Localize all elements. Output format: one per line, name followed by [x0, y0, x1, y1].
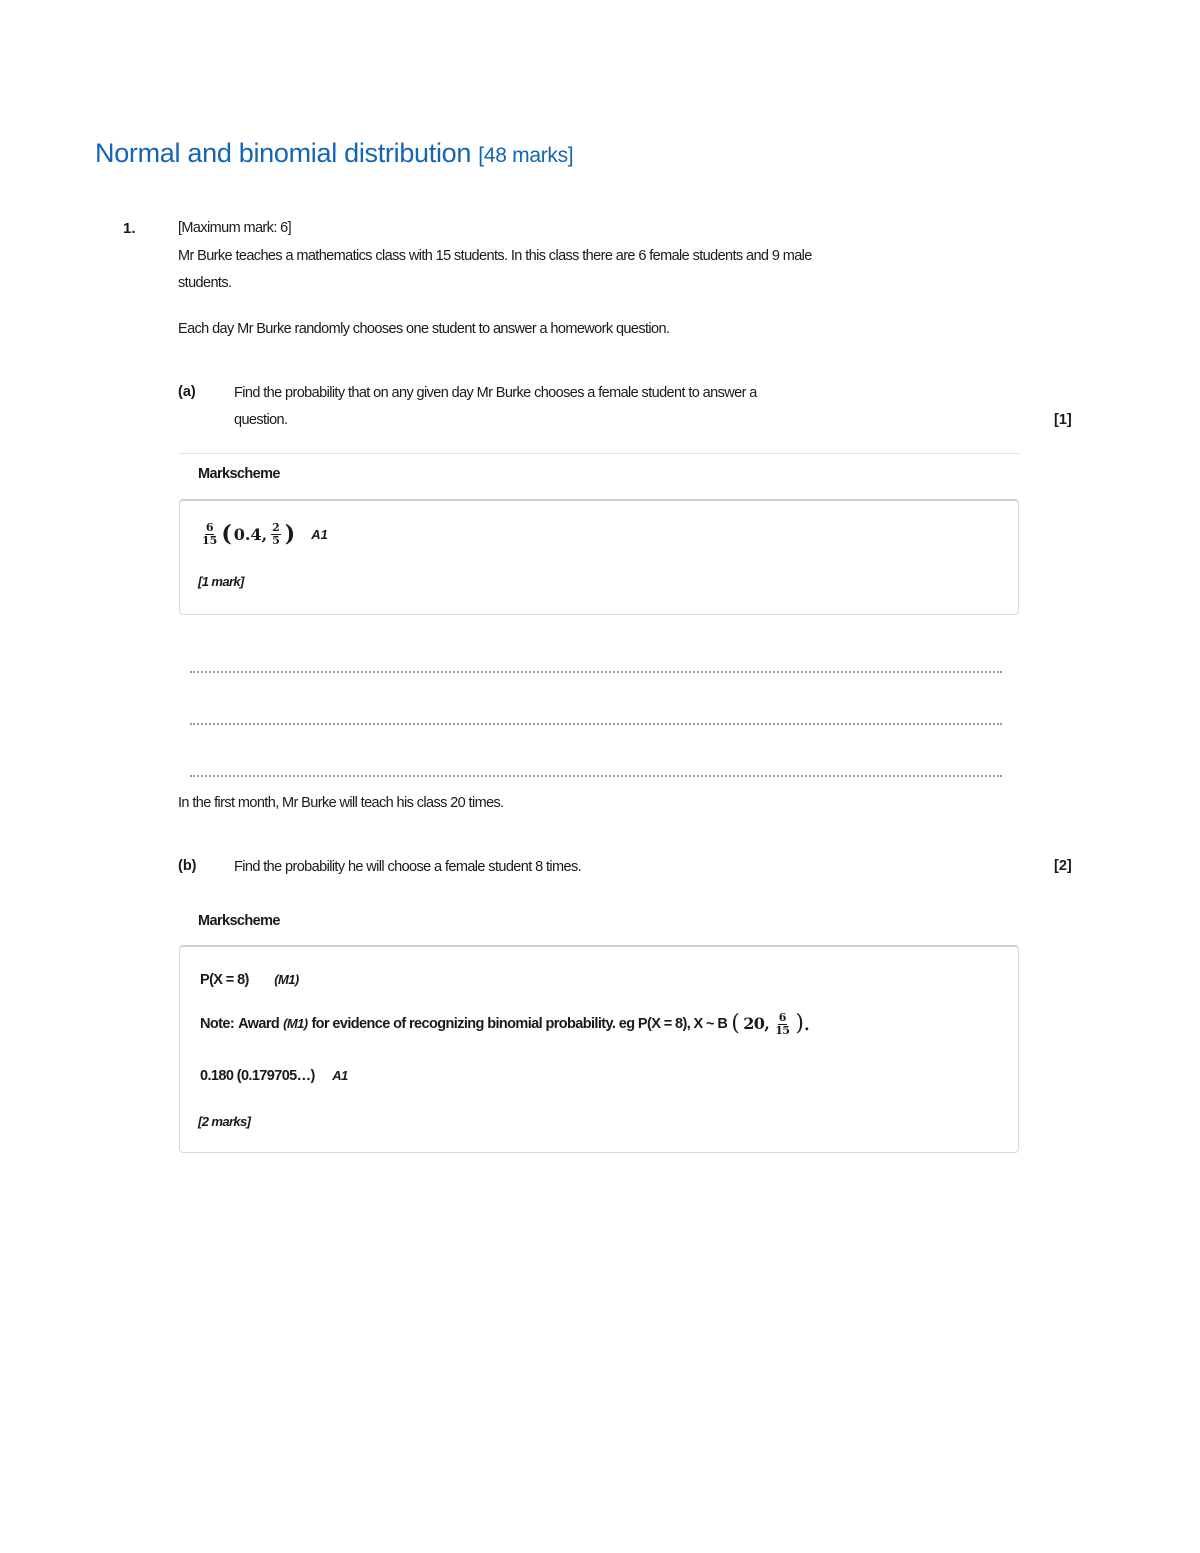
markscheme-box-a: [179, 499, 1019, 615]
markscheme-b-answer: [200, 1063, 348, 1089]
paren-open: (: [731, 1011, 740, 1036]
note-value: 20,: [743, 1014, 770, 1033]
mark-note-a: [1 mark]: [198, 574, 244, 589]
fraction: $\frac{2}{5}$: [272, 520, 280, 547]
award-mark: (M1): [283, 1016, 308, 1031]
question-intro2: Each day Mr Burke randomly chooses one student to answer a homework question.: [178, 321, 670, 337]
paren-close: ).: [795, 1011, 810, 1036]
divider: [179, 453, 1019, 454]
paren-open: (: [221, 521, 232, 547]
title-text: Normal and binomial distribution: [95, 138, 472, 168]
part-a-marks: [1]: [1054, 412, 1072, 428]
answer-line[interactable]: [190, 775, 1002, 777]
note-text: Award: [238, 1016, 280, 1032]
markscheme-b-note: [200, 1011, 810, 1037]
question-number: 1.: [123, 220, 136, 237]
fraction: $\frac{6}{15}$: [202, 520, 218, 547]
part-a-text-line2: question.: [234, 412, 288, 428]
answer-line[interactable]: [190, 723, 1002, 725]
part-a-label: (a): [178, 384, 196, 400]
markscheme-heading-b: Markscheme: [198, 913, 280, 929]
answer-a: [200, 521, 328, 547]
answer-line[interactable]: [190, 671, 1002, 673]
markscheme-box-b: [179, 945, 1019, 1153]
fraction: $\frac{6}{15}$: [775, 1010, 790, 1037]
markscheme-b-line1: [200, 967, 299, 993]
award-mark: (M1): [274, 972, 299, 987]
title-total-marks: [48 marks]: [478, 144, 574, 167]
page-title: [95, 138, 573, 169]
interlude-text: In the first month, Mr Burke will teach his class 20 times.: [178, 795, 504, 811]
mark-note-b: [2 marks]: [198, 1114, 251, 1129]
part-a-text-line1: Find the probability that on any given day Mr Burke chooses a female student to answer a: [234, 385, 757, 401]
part-b-marks: [2]: [1054, 858, 1072, 874]
expression: P(X = 8): [200, 972, 249, 988]
award-mark: A1: [311, 526, 328, 542]
note-text: for evidence of recognizing binomial probability. eg P(X = 8), X ~ B: [311, 1016, 728, 1032]
note-label: Note:: [200, 1016, 235, 1032]
answer-value: 0.180 (0.179705…): [200, 1068, 315, 1084]
part-b-label: (b): [178, 858, 197, 874]
question-intro-line1: Mr Burke teaches a mathematics class with 15 students. In this class there are 6 female students and 9 male: [178, 248, 812, 264]
answer-value: 0.4,: [233, 524, 268, 544]
award-mark: A1: [332, 1068, 348, 1083]
question-intro-line2: students.: [178, 275, 232, 291]
max-mark: [Maximum mark: 6]: [178, 220, 292, 236]
part-b-text: Find the probability he will choose a female student 8 times.: [234, 859, 582, 875]
markscheme-heading-a: Markscheme: [198, 466, 280, 482]
paren-close: ): [284, 521, 296, 547]
